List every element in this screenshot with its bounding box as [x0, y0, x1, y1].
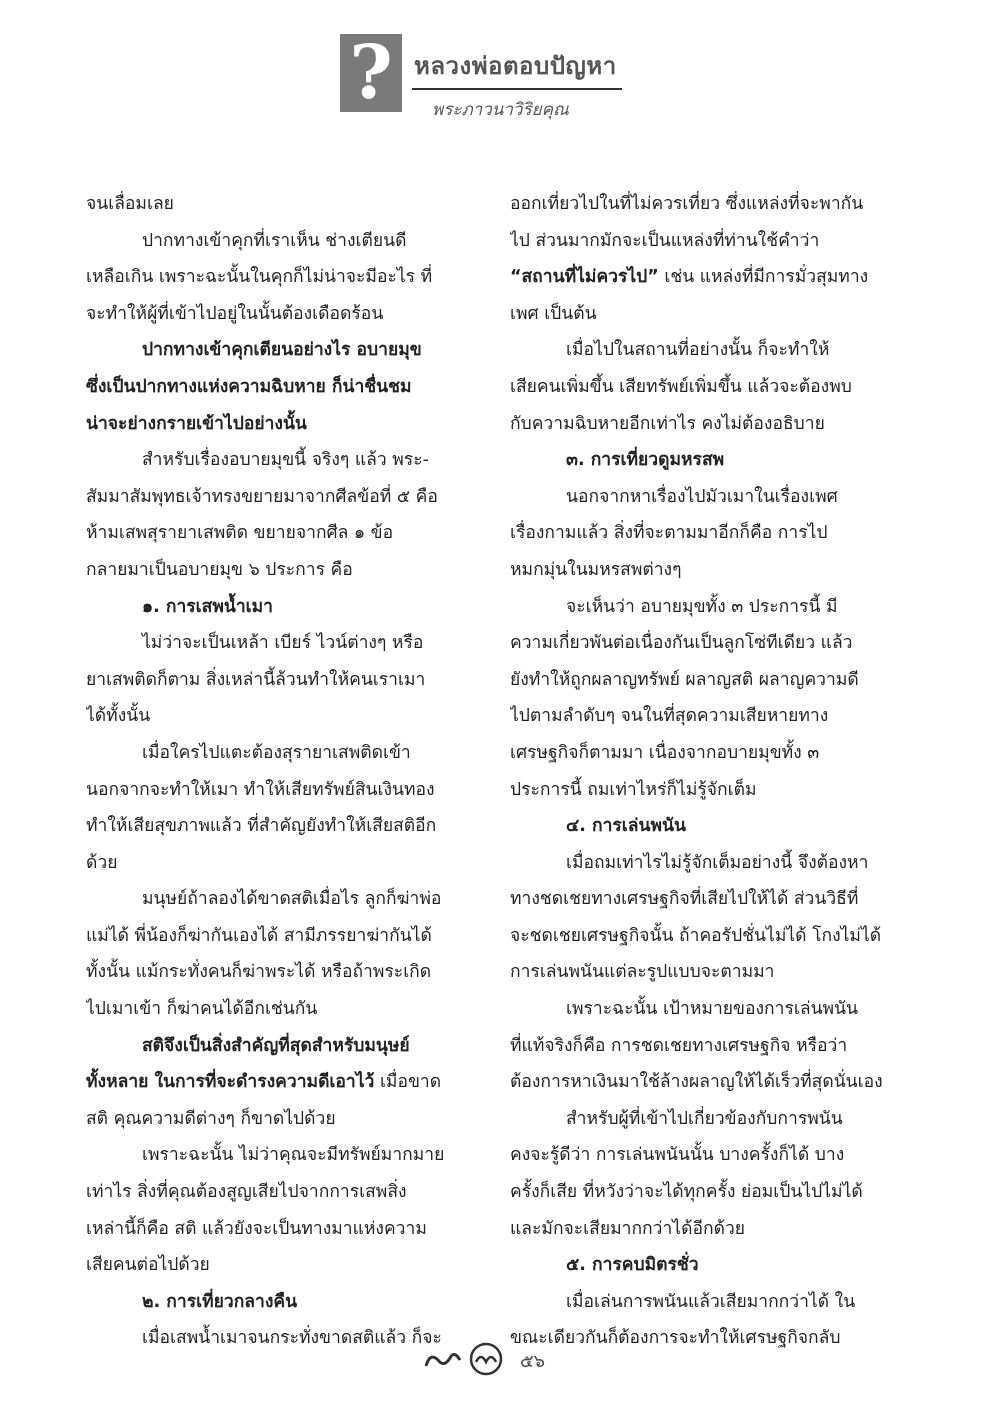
text-line: [510, 369, 892, 406]
text-line: [510, 1284, 892, 1321]
section-heading: [86, 589, 468, 626]
text-line: [510, 1211, 892, 1248]
line-text: ทั้งนั้น แม้กระทั่งคนก็ฆ่าพระได้ หรือถ้าพระเกิด: [86, 962, 432, 983]
page-number: ๕๖: [520, 1351, 546, 1372]
line-text: มนุษย์ถ้าลองได้ขาดสติเมื่อไร ลูกก็ฆ่าพ่อ: [142, 889, 442, 910]
line-text: จะชดเชยเศรษฐกิจนั้น ถ้าคอรัปชั่นไม่ได้ โกงไม่ได้: [510, 925, 882, 946]
text-line: [86, 662, 468, 699]
line-text: และมักจะเสียมากกว่าได้อีกด้วย: [510, 1218, 746, 1239]
line-text: หมกมุ่นในมหรสพต่างๆ: [510, 559, 682, 580]
line-text: เท่าไร สิ่งที่คุณต้องสูญเสียไปจากการเสพสิ่ง: [86, 1182, 407, 1203]
text-line: [86, 1247, 468, 1284]
text-line: [510, 296, 892, 333]
line-text: จะทำให้ผู้ที่เข้าไปอยู่ในนั้นต้องเดือดร้อน: [86, 303, 384, 324]
line-text: เพราะฉะนั้น เป้าหมายของการเล่นพนัน: [566, 999, 858, 1020]
text-line: [86, 1028, 468, 1065]
line-text: ได้ทั้งนั้น: [86, 706, 151, 727]
line-text: เสียคนต่อไปด้วย: [86, 1255, 210, 1276]
line-text: ออกเที่ยวไปในที่ไม่ควรเที่ยว ซึ่งแหล่งที่จะพากัน: [510, 194, 864, 214]
text-line: [510, 1101, 892, 1138]
text-line: [510, 991, 892, 1028]
text-line: [510, 332, 892, 369]
text-line: [510, 1064, 892, 1101]
line-text: สำหรับเรื่องอบายมุขนี้ จริงๆ แล้ว พระ-: [142, 450, 429, 471]
right-column: [510, 186, 892, 1357]
left-column: [86, 186, 468, 1357]
line-text: เพราะฉะนั้น ไม่ว่าคุณจะมีทรัพย์มากมาย: [142, 1145, 445, 1166]
column-title: หลวงพ่อตอบปัญหา: [414, 52, 617, 80]
text-line: [86, 186, 468, 223]
line-text: กับความฉิบหายอีกเท่าไร คงไม่ต้องอธิบาย: [510, 413, 825, 434]
text-line: [86, 881, 468, 918]
text-line: [86, 735, 468, 772]
line-text: คงจะรู้ดีว่า การเล่นพนันนั้น บางครั้งก็ได้ บาง: [510, 1145, 845, 1166]
line-text: เหล่านี้ก็คือ สติ แล้วยังจะเป็นทางมาแห่งความ: [86, 1218, 427, 1239]
line-text: ๑. การเสพน้ำเมา: [142, 596, 274, 617]
line-text: กลายมาเป็นอบายมุข ๖ ประการ คือ: [86, 559, 353, 580]
text-line: [510, 552, 892, 589]
text-line: [510, 406, 892, 443]
line-text: เมื่อถมเท่าไรไม่รู้จักเต็มอย่างนี้ จึงต้องหา: [566, 852, 869, 873]
text-line: [510, 515, 892, 552]
line-text: เรื่องกามแล้ว สิ่งที่จะตามมาอีกก็คือ การไป: [510, 523, 828, 544]
line-text: นอกจากหาเรื่องไปมัวเมาในเรื่องเพศ: [566, 486, 838, 507]
line-text: เสียคนเพิ่มขึ้น เสียทรัพย์เพิ่มขึ้น แล้วจะต้องพบ: [510, 376, 852, 397]
section-heading: [510, 442, 892, 479]
text-line: [86, 552, 468, 589]
line-text: จนเลื่อมเลย: [86, 194, 174, 214]
text-line: [510, 662, 892, 699]
text-line: [86, 296, 468, 333]
line-text: เหลือเกิน เพราะฉะนั้นในคุกก็ไม่น่าจะมีอะไร ที่: [86, 267, 433, 288]
text-line: [86, 1101, 468, 1138]
text-line: [86, 1211, 468, 1248]
bold-text: ปากทางเข้าคุกเตียนอย่างไร อบายมุข: [142, 340, 422, 361]
line-text: ๓. การเที่ยวดูมหรสพ: [566, 450, 725, 471]
line-text: เมื่อใครไปแตะต้องสุรายาเสพติดเข้า: [142, 742, 411, 763]
line-text: ทำให้เสียสุขภาพแล้ว ที่สำคัญยังทำให้เสียสติอีก: [86, 816, 437, 837]
line-text: ยังทำให้ถูกผลาญทรัพย์ ผลาญสติ ผลาญความดี: [510, 669, 859, 690]
text-line: [510, 1137, 892, 1174]
line-text: การเล่นพนันแต่ละรูปแบบจะตามมา: [510, 962, 775, 983]
line-text: ๔. การเล่นพนัน: [566, 816, 686, 837]
page-footer: [420, 1340, 620, 1380]
text-line: [510, 1174, 892, 1211]
text-line: [510, 589, 892, 626]
line-text: เพศ เป็นต้น: [510, 303, 597, 324]
text-line: [86, 1064, 468, 1101]
text-line: [86, 625, 468, 662]
line-text: จะเห็นว่า อบายมุขทั้ง ๓ ประการนี้ มี: [566, 596, 838, 617]
text-line: [86, 1174, 468, 1211]
text-line: [510, 1028, 892, 1065]
line-text: ที่แท้จริงก็คือ การชดเชยทางเศรษฐกิจ หรือว่า: [510, 1035, 848, 1056]
text-line: [510, 259, 892, 296]
line-text: ประการนี้ ถมเท่าไหร่ก็ไม่รู้จักเต็ม: [510, 779, 757, 800]
text-line: [86, 515, 468, 552]
author-name: พระภาวนาวิริยคุณ: [432, 100, 569, 120]
bold-text: น่าจะย่างกรายเข้าไปอย่างนั้น: [86, 413, 307, 434]
header-divider: [412, 88, 622, 90]
line-text: ปากทางเข้าคุกที่เราเห็น ช่างเตียนดี: [142, 230, 407, 251]
text-line: [86, 369, 468, 406]
text-line: [86, 1137, 468, 1174]
line-text: ๕. การคบมิตรชั่ว: [566, 1255, 699, 1276]
line-text: ทางชดเชยทางเศรษฐกิจที่เสียไปให้ได้ ส่วนวิธีที่: [510, 889, 859, 910]
text-line: [510, 772, 892, 809]
line-text: เมื่อเสพน้ำเมาจนกระทั่งขาดสติแล้ว ก็จะ: [142, 1328, 442, 1349]
text-line: [510, 223, 892, 260]
text-line: [510, 698, 892, 735]
text-line: [510, 954, 892, 991]
line-text: ด้วย: [86, 852, 118, 873]
line-text: แม่ได้ พี่น้องก็ฆ่ากันเองได้ สามีภรรยาฆ่ากันได้: [86, 925, 432, 946]
text-line: [86, 845, 468, 882]
line-text: ไป ส่วนมากมักจะเป็นแหล่งที่ท่านใช้คำว่า: [510, 230, 820, 251]
section-heading: [510, 1247, 892, 1284]
text-line: [510, 625, 892, 662]
line-text: นอกจากจะทำให้เมา ทำให้เสียทรัพย์สินเงินทอง: [86, 779, 435, 800]
line-text: สัมมาสัมพุทธเจ้าทรงขยายมาจากศีลข้อที่ ๕ คือ: [86, 486, 438, 507]
text-line: [86, 406, 468, 443]
page-header: [340, 28, 640, 128]
magazine-logo-icon: [420, 1340, 512, 1378]
line-text: ความเกี่ยวพันต่อเนื่องกันเป็นลูกโซ่ทีเดียว แล้ว: [510, 633, 853, 654]
text-line: [86, 223, 468, 260]
bold-text: สติจึงเป็นสิ่งสำคัญที่สุดสำหรับมนุษย์: [142, 1035, 410, 1056]
text-line: [86, 259, 468, 296]
text-line: [86, 991, 468, 1028]
text-line: [86, 1320, 468, 1357]
question-icon: ?: [340, 34, 402, 112]
bold-text: ทั้งหลาย ในการที่จะดำรงความดีเอาไว้: [86, 1072, 375, 1093]
bold-text: ซึ่งเป็นปากทางแห่งความฉิบหาย ก็น่าชื่นชม: [86, 376, 412, 397]
text-line: [86, 698, 468, 735]
line-text: ต้องการหาเงินมาใช้ล้างผลาญให้ได้เร็วที่สุดนั่นเอง: [510, 1072, 883, 1093]
text-line: [86, 918, 468, 955]
text-line: [510, 735, 892, 772]
line-text: ครั้งก็เสีย ที่หวังว่าจะได้ทุกครั้ง ย่อมเป็นไปไม่ได้: [510, 1182, 863, 1203]
text-line: [86, 332, 468, 369]
section-heading: [86, 1284, 468, 1321]
text-line: [510, 881, 892, 918]
line-text: ๒. การเที่ยวกลางคืน: [142, 1291, 298, 1312]
text-line: [86, 479, 468, 516]
text-line: [86, 808, 468, 845]
line-text: สติ คุณความดีต่างๆ ก็ขาดไปด้วย: [86, 1108, 336, 1129]
line-tail: เช่น แหล่งที่มีการมั่วสุมทาง: [658, 267, 869, 288]
text-line: [510, 186, 892, 223]
line-text: เศรษฐกิจก็ตามมา เนื่องจากอบายมุขทั้ง ๓: [510, 742, 820, 763]
line-text: ขณะเดียวกันก็ต้องการจะทำให้เศรษฐกิจกลับ: [510, 1328, 841, 1349]
line-text: ไม่ว่าจะเป็นเหล้า เบียร์ ไวน์ต่างๆ หรือ: [142, 633, 424, 654]
bold-text: “สถานที่ไม่ควรไป”: [510, 267, 659, 288]
text-line: [86, 772, 468, 809]
line-text: ยาเสพติดก็ตาม สิ่งเหล่านี้ล้วนทำให้คนเราเมา: [86, 669, 426, 690]
line-text: สำหรับผู้ที่เข้าไปเกี่ยวข้องกับการพนัน: [566, 1108, 843, 1129]
line-tail: เมื่อขาด: [374, 1072, 442, 1093]
section-heading: [510, 808, 892, 845]
text-line: [86, 442, 468, 479]
line-text: ไปตามลำดับๆ จนในที่สุดความเสียหายทาง: [510, 706, 829, 727]
text-line: [86, 954, 468, 991]
line-text: เมื่อไปในสถานที่อย่างนั้น ก็จะทำให้: [566, 340, 830, 361]
line-text: ไปเมาเข้า ก็ฆ่าคนได้อีกเช่นกัน: [86, 999, 318, 1020]
line-text: ห้ามเสพสุรายาเสพติด ขยายจากศีล ๑ ข้อ: [86, 523, 394, 544]
text-line: [510, 845, 892, 882]
text-line: [510, 918, 892, 955]
line-text: เมื่อเล่นการพนันแล้วเสียมากกว่าได้ ใน: [566, 1291, 856, 1312]
text-line: [510, 479, 892, 516]
